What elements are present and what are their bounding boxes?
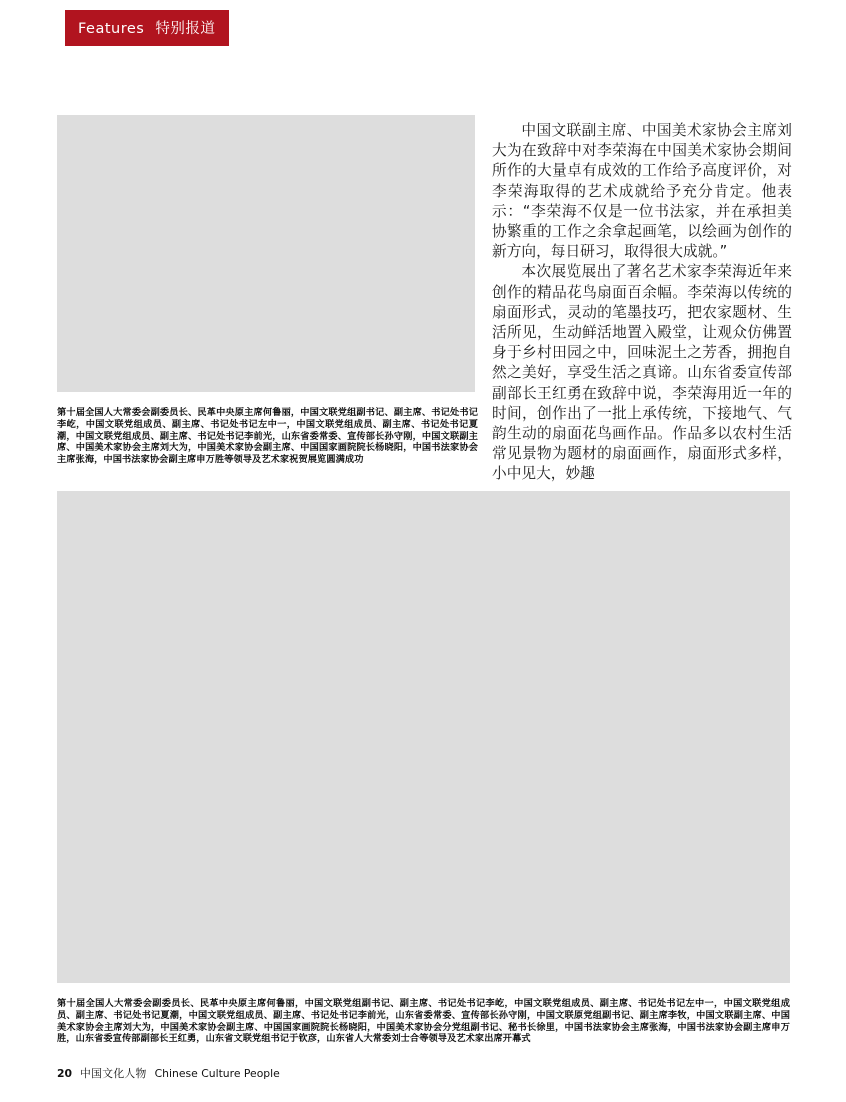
page-number: 20 [57, 1067, 73, 1080]
article-paragraph: 本次展览展出了著名艺术家李荣海近年来创作的精品花鸟扇面百余幅。李荣海以传统的扇面形式，灵动的笔墨技巧，把农家题材、生活所见，生动鲜活地置入殿堂，让观众仿佛置身于乡村田园之中，回味泥土之芳香，拥抱自然之美好，享受生活之真谛。山东省委宣传部副部长王红勇在致辞中说，李荣海用近一年的时间，创作出了一批上承传统，下接地气、气韵生动的扇面花鸟画作品。作品多以农村生活常见景物为题材的扇面画作，扇面形式多样，小中见大，妙趣 [492, 263, 792, 483]
audience-photo [57, 115, 475, 392]
great-hall-photo [57, 491, 790, 983]
main-photo-caption: 第十届全国人大常委会副委员长、民革中央原主席何鲁丽，中国文联党组副书记、副主席、书记处书记李屹，中国文联党组成员、副主席、书记处书记左中一，中国文联党组成员、副主席、书记处书记夏潮，中国文联党组成员、副主席、书记处书记李前光，山东省委常委、宣传部长孙守刚，中国文联原党组副书记、副主席李牧，中国文联副主席、中国美术家协会主席刘大为，中国美术家协会副主席、中国国家画院院长杨晓阳，中国美术家协会分党组副书记、秘书长徐里，中国书法家协会主席张海，中国书法家协会副主席申万胜，山东省委宣传部副部长王红勇，山东省文联党组书记于钦彦，山东省人大常委刘士合等领导及艺术家出席开幕式 [57, 998, 790, 1045]
section-tab-en: Features [78, 21, 145, 37]
top-photo-caption: 第十届全国人大常委会副委员长、民革中央原主席何鲁丽，中国文联党组副书记、副主席、书记处书记李屹，中国文联党组成员、副主席、书记处书记左中一，中国文联党组成员、副主席、书记处书记夏潮，中国文联党组成员、副主席、书记处书记李前光，山东省委常委、宣传部长孙守刚，中国文联副主席、中国美术家协会主席刘大为，中国美术家协会副主席、中国国家画院院长杨晓阳，中国书法家协会主席张海，中国书法家协会副主席申万胜等领导及艺术家祝贺展览圆满成功 [57, 407, 478, 465]
magazine-title-zh: 中国文化人物 [80, 1067, 147, 1080]
page-footer [57, 1066, 280, 1081]
section-tab [65, 10, 229, 46]
article-paragraph: 中国文联副主席、中国美术家协会主席刘大为在致辞中对李荣海在中国美术家协会期间所作的大量卓有成效的工作给予高度评价，对李荣海取得的艺术成就给予充分肯定。他表示：“李荣海不仅是一位书法家，并在承担美协繁重的工作之余拿起画笔，以绘画为创作的新方向，每日研习，取得很大成就。” [492, 122, 792, 261]
magazine-title-en: Chinese Culture People [154, 1067, 280, 1080]
article-body [492, 121, 792, 485]
section-tab-zh: 特别报道 [155, 21, 216, 37]
